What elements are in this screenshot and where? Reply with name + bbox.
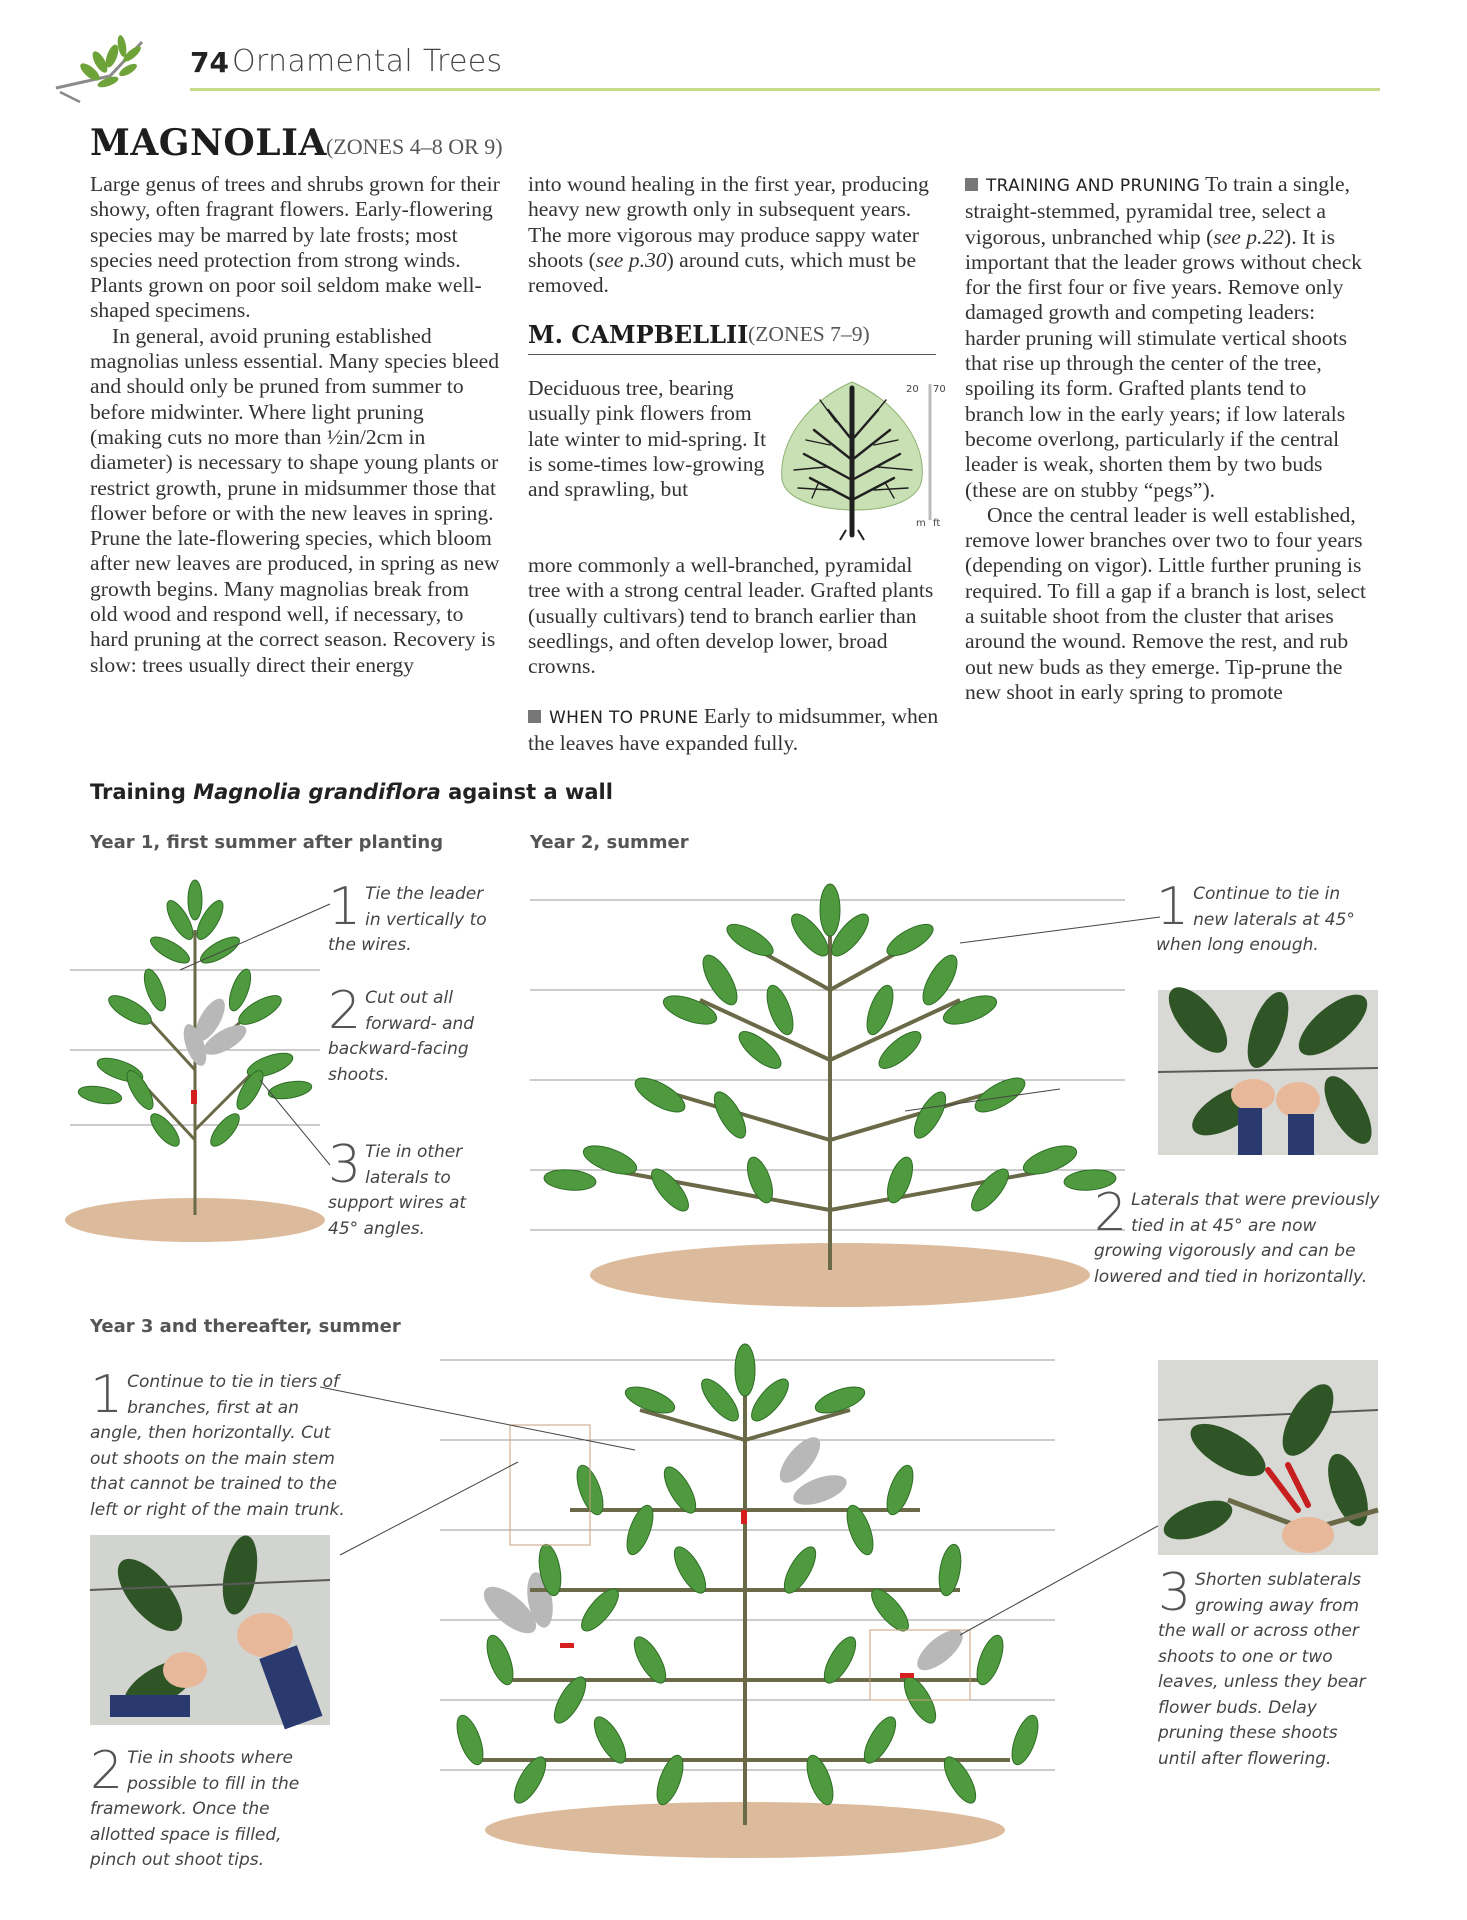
year3-step-2 (90, 1741, 320, 1874)
bullet-square-icon (965, 178, 978, 191)
scale-unit-ft: ft (933, 518, 941, 529)
continued-paragraph (528, 172, 948, 298)
year3-step1-line (320, 1385, 640, 1455)
section-title: Ornamental Trees (232, 44, 503, 79)
entry-zones: (ZONES 4–8 OR 9) (326, 134, 503, 159)
step-text: Tie in shoots where possible to fill in the framework. Once the allotted space is filled, pinch out shoot tips. (90, 1748, 300, 1870)
year1-label: Year 1, first summer after planting (90, 832, 444, 853)
intro-paragraph: Large genus of trees and shrubs grown for their showy, often fragrant flowers. Early-flowering species may be marred by late frosts; most species need protection from strong winds. Plants grown on poor soil seldom make well-shaped specimens. (90, 172, 500, 323)
year2-label: Year 2, summer (530, 832, 689, 853)
species-name: Magnolia grandiflora (193, 780, 441, 804)
when-to-prune (528, 704, 948, 757)
training-column (965, 172, 1370, 705)
step-text: Tie in other laterals to support wires at 45° angles. (328, 1142, 467, 1239)
training-paragraph-2: Once the central leader is well established, remove lower branches over two to four years (depending on vigor). Little further pruning is required. To fill a gap if a branch is lost, select a suitable shoot from the cluster that arises around the wound. Remove the rest, and rub out new buds as they emerge. Tip-prune the new shoot in early spring to promote (965, 502, 1367, 704)
step-number: 2 (328, 981, 362, 1041)
scale-top-ft: 70 (933, 384, 946, 395)
leaf-sprig-logo (50, 32, 150, 112)
species-description-bottom (528, 553, 948, 679)
year1-step-1 (328, 877, 488, 959)
species-rule (528, 354, 936, 355)
step-text: Continue to tie in new laterals at 45° when long enough. (1156, 884, 1355, 955)
step-number: 3 (1158, 1563, 1192, 1623)
page-number: 74 (190, 46, 229, 79)
step-number: 2 (1094, 1183, 1128, 1243)
header-rule (190, 88, 1380, 91)
step-text: Laterals that were previously tied in at 45° are now growing vigorously and can be lowered and tied in horizontally. (1094, 1190, 1380, 1287)
year3-step-1 (90, 1365, 355, 1523)
step-text: Shorten sublaterals growing away from the wall or across other shoots to one or two leaves, unless they bear flower buds. Delay pruning these shoots until after flowering. (1158, 1570, 1366, 1769)
cross-reference: see p.22 (1213, 224, 1285, 249)
step-text: Cut out all forward- and backward-facing shoots. (328, 988, 475, 1085)
year1-step-2 (328, 981, 488, 1088)
year2-step-2 (1094, 1183, 1384, 1290)
tree-silhouette-diagram (770, 370, 946, 545)
year3-label: Year 3 and thereafter, summer (90, 1316, 401, 1337)
intro-column (90, 172, 500, 678)
year3-step3-line (960, 1520, 1170, 1640)
species-title: M. CAMPBELLII (528, 320, 749, 349)
text-run: To train a single, straight-stemmed, pyramidal tree, select a vigorous, unbranched whip ( (965, 172, 1350, 249)
year2-photo-tying-laterals (1158, 990, 1378, 1155)
pruning-paragraph: In general, avoid pruning established magnolias unless essential. Many species bleed and should only be pruned from summer to before midwinter. Where light pruning (making cuts no more than ½in/2cm in diameter) is necessary to shape young plants or restrict growth, prune in midsummer those that flower before or with the new leaves in spring. Prune the late-flowering species, which bloom after new leaves are produced, in spring as new growth begins. Many magnolias break from old wood and respond well, if necessary, to hard pruning at the correct season. Recovery is slow: trees usually direct their energy (90, 323, 500, 677)
year3-photo-pruning-sublaterals (1158, 1360, 1378, 1555)
species-zones: (ZONES 7–9) (748, 322, 870, 346)
bullet-square-icon (528, 710, 541, 723)
text-run: against a wall (440, 780, 613, 804)
species-description-cont: more commonly a well-branched, pyramidal tree with a strong central leader. Grafted plants (usually cultivars) tend to branch earlier than seedlings, and often develop lower, broad crowns. (528, 553, 934, 679)
species-description-top (528, 376, 773, 502)
cross-reference: see p.30 (595, 247, 667, 272)
entry-title: MAGNOLIA (90, 122, 327, 164)
step-number: 2 (90, 1741, 124, 1801)
step-number: 3 (328, 1135, 362, 1195)
step-number: 1 (1156, 877, 1190, 937)
year1-step-3 (328, 1135, 478, 1242)
scale-unit-m: m (916, 518, 926, 529)
year1-leader-line (180, 900, 340, 980)
step-number: 1 (90, 1365, 124, 1425)
scale-top-m: 20 (906, 384, 919, 395)
text-run: ) around cuts, which must be removed. (528, 247, 917, 298)
when-to-prune-text: Early to midsummer, when the leaves have expanded fully. (528, 704, 939, 756)
year3-step2-line (340, 1460, 520, 1560)
species-description: Deciduous tree, bearing usually pink flowers from late winter to mid-spring. It is some-times low-growing and sprawling, but (528, 376, 767, 502)
year3-photo-tying-shoots (90, 1535, 330, 1725)
year3-step-3 (1158, 1563, 1378, 1772)
year2-step-1 (1156, 877, 1376, 959)
text-run: ). It is important that the leader grows without check for the first four or five years. Remove only damaged growth and competing leaders: harder pruning will stimulate vertical shoots that rise up through the center of the tree, spoiling its form. Grafted plants tend to branch low in the early years; if low laterals become overlong, particularly if the central leader is weak, shorten them by two buds (these are on stubby “pegs”). (965, 224, 1362, 502)
text-run: into wound healing in the first year, producing heavy new growth only in subsequent years. The more vigorous may produce sappy water shoots ( (528, 172, 929, 272)
training-heading: TRAINING AND PRUNING (986, 176, 1201, 196)
when-to-prune-heading: WHEN TO PRUNE (549, 708, 699, 728)
text-run: Training (90, 780, 194, 804)
step-text: Continue to tie in tiers of branches, first at an angle, then horizontally. Cut out shoots on the main stem that cannot be trained to the left or right of the main trunk. (90, 1372, 345, 1520)
year2-step1-line (960, 915, 1170, 945)
wall-training-title (90, 780, 613, 804)
step-number: 1 (328, 877, 362, 937)
year2-photo-line (905, 1085, 1065, 1115)
step-text: Tie the leader in vertically to the wires. (328, 884, 487, 955)
